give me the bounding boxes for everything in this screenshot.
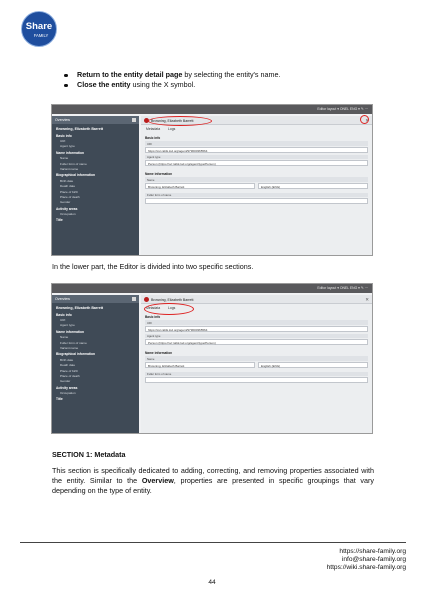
share-family-logo (20, 10, 58, 48)
logo-text-share: Share (25, 21, 53, 32)
fuller-form-label: Fuller form of name (145, 372, 368, 377)
close-icon[interactable]: ✕ (365, 117, 369, 123)
fuller-form-field[interactable] (145, 377, 368, 383)
sidebar-header (52, 116, 139, 124)
agent-type-field[interactable]: Person (https://svr.rabik.lod.org/agent/type/Person) (145, 339, 368, 345)
fuller-form-label: Fuller form of name (145, 193, 368, 198)
entity-icon (144, 297, 149, 302)
sidebar-item[interactable]: Occupation (60, 391, 76, 396)
uri-field[interactable]: https://svr.rabik.lod.org/agent/979600365564 (145, 147, 368, 153)
sidebar-item[interactable]: Agent type (60, 144, 75, 149)
page-number: 44 (208, 579, 216, 586)
paragraph-text: , properties are presented in specific groupings that vary depending on the type of entity. (52, 476, 374, 495)
sidebar-item[interactable]: Place of death (60, 373, 80, 378)
sidebar-item[interactable]: Place of death (60, 194, 80, 199)
sidebar-section[interactable]: Name information (56, 329, 85, 334)
sidebar-entity-name[interactable]: Browning, Elizabeth Barrett (56, 306, 104, 310)
topbar-controls: Editor layout ▾ ONEL ENG ▾ ✎ ⋯ (317, 285, 368, 290)
editor-screenshot-2 (51, 283, 373, 434)
sidebar-items (52, 132, 139, 223)
collapse-icon[interactable] (132, 118, 136, 122)
language-field[interactable]: English (ENG) (258, 362, 368, 368)
sidebar-item[interactable]: Birth date (60, 357, 74, 362)
overview-sidebar (52, 116, 139, 255)
sidebar-item[interactable]: Occupation (60, 212, 76, 217)
basic-info-heading: Basic info (145, 315, 161, 319)
sidebar-item[interactable]: Birth date (60, 178, 74, 183)
sidebar-section[interactable]: Activity areas (56, 206, 78, 211)
sidebar-title: Overview (55, 297, 70, 301)
entity-editor (141, 116, 372, 255)
sidebar-section[interactable]: Activity areas (56, 385, 78, 390)
sidebar-item[interactable]: Variant name (60, 166, 79, 171)
bullet-bold: Close the entity (77, 80, 131, 89)
sidebar-section[interactable]: Basic info (56, 133, 72, 138)
editor-entity-title[interactable]: Browning, Elizabeth Barrett (151, 118, 194, 123)
sidebar-item[interactable]: Gender (60, 200, 71, 205)
sidebar-section[interactable]: Basic info (56, 312, 72, 317)
sidebar-item[interactable]: Death date (60, 363, 76, 368)
agent-type-label: Agent type (145, 334, 368, 339)
footer-link[interactable]: https://share-family.org (339, 548, 406, 555)
fuller-form-field[interactable] (145, 198, 368, 204)
name-label: Name (145, 356, 368, 361)
sidebar-item[interactable]: URI (60, 318, 66, 322)
sidebar-item[interactable]: Name (60, 335, 69, 340)
name-row (145, 362, 368, 368)
name-label: Name (145, 177, 368, 182)
tab-logs[interactable]: Logs (168, 127, 176, 131)
tab-metadata[interactable]: Metadata (146, 127, 161, 131)
language-field[interactable]: English (ENG) (258, 183, 368, 189)
paragraph-metadata (52, 466, 374, 496)
list-item (64, 70, 394, 80)
name-field[interactable]: Browning, Elizabeth Barrett (145, 362, 255, 368)
uri-label: URI (145, 141, 368, 146)
footer-divider (20, 542, 406, 543)
bullet-bold: Return to the entity detail page (77, 70, 183, 79)
instruction-list (64, 70, 394, 90)
bullet-text: by selecting the entity's name. (182, 70, 281, 79)
close-icon[interactable]: ✕ (365, 296, 369, 302)
metadata-section (145, 136, 368, 204)
paragraph-editor-sections: In the lower part, the Editor is divided into two specific sections. (52, 262, 254, 271)
basic-info-heading: Basic info (145, 136, 161, 140)
collapse-icon[interactable] (132, 297, 136, 301)
sidebar-section[interactable]: Biographical information (56, 352, 96, 357)
footer-email[interactable]: info@share-family.org (341, 556, 406, 564)
paragraph-text: This section is specifically dedicated to adding, correcting, and removing properties associated with the entity. Similar to the (52, 466, 374, 485)
sidebar-item[interactable]: Agent type (60, 323, 75, 328)
editor-entity-title[interactable]: Browning, Elizabeth Barrett (151, 297, 194, 302)
agent-type-field[interactable]: Person (https://svr.rabik.lod.org/agent/type/Person) (145, 160, 368, 166)
name-info-heading: Name information (145, 351, 173, 355)
uri-label: URI (145, 320, 368, 325)
sidebar-item[interactable]: Name (60, 156, 69, 161)
editor-tabs (141, 125, 372, 133)
sidebar-section[interactable]: Title (56, 397, 63, 402)
uri-field[interactable]: https://svr.rabik.lod.org/agent/979600365564 (145, 326, 368, 332)
sidebar-item[interactable]: Variant name (60, 345, 79, 350)
paragraph-bold: Overview (141, 476, 174, 485)
list-item (64, 80, 394, 90)
sidebar-entity-name[interactable]: Browning, Elizabeth Barrett (56, 127, 104, 131)
name-info-heading: Name information (145, 172, 173, 176)
editor-screenshot-1 (51, 104, 373, 256)
sidebar-item[interactable]: Place of birth (60, 189, 79, 194)
overview-sidebar (52, 295, 139, 433)
sidebar-section[interactable]: Name information (56, 150, 85, 155)
highlight-oval (148, 116, 212, 126)
sidebar-header (52, 295, 139, 303)
sidebar-title: Overview (55, 118, 70, 122)
bullet-text: using the X symbol. (130, 80, 196, 89)
entity-editor (141, 295, 372, 433)
sidebar-item[interactable]: Place of birth (60, 368, 79, 373)
metadata-section (145, 315, 368, 383)
app-topbar (52, 284, 372, 293)
sidebar-section[interactable]: Biographical information (56, 173, 96, 178)
sidebar-item[interactable]: Gender (60, 379, 71, 384)
sidebar-section[interactable]: Title (56, 218, 63, 223)
app-topbar (52, 105, 372, 114)
topbar-controls: Editor layout ▾ ONEL ENG ▾ ✎ ⋯ (317, 106, 368, 111)
sidebar-items (52, 311, 139, 402)
highlight-oval (144, 303, 194, 315)
footer-link[interactable]: https://wiki.share-family.org (326, 564, 406, 572)
sidebar-item[interactable]: Fuller form of name (60, 340, 87, 345)
logo-text-family: FAMILY (33, 33, 49, 38)
agent-type-label: Agent type (145, 155, 368, 160)
section-heading: SECTION 1: Metadata (52, 450, 126, 459)
sidebar-item[interactable]: Death date (60, 184, 76, 189)
sidebar-item[interactable]: Fuller form of name (60, 161, 87, 166)
footer-contacts (327, 548, 406, 573)
name-field[interactable]: Browning, Elizabeth Barrett (145, 183, 255, 189)
tab-logs[interactable]: Logs (168, 306, 176, 310)
sidebar-item[interactable]: URI (60, 139, 66, 143)
tab-metadata[interactable]: Metadata (146, 306, 161, 310)
name-row (145, 183, 368, 189)
highlight-circle (360, 115, 369, 124)
